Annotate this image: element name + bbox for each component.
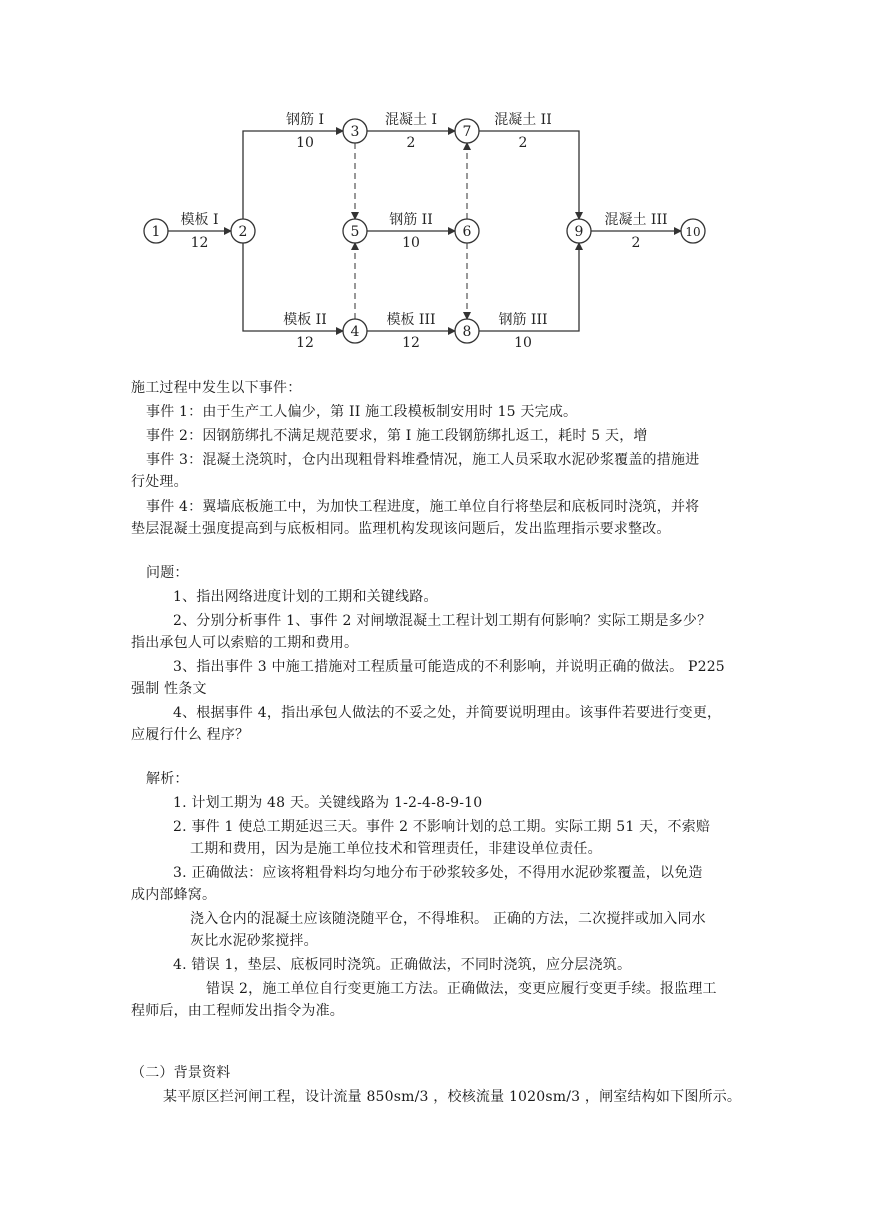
activity-duration-label: 12 — [402, 335, 420, 351]
activity-duration-label: 10 — [296, 135, 314, 151]
event-3-cont: 行处理。 — [131, 474, 188, 490]
answer-4: 4. 错误 1，垫层、底板同时浇筑。正确做法，不同时浇筑，应分层浇筑。 — [173, 957, 632, 973]
activity-name-label: 模板 II — [283, 312, 327, 328]
node-label: 2 — [238, 224, 248, 240]
activity-duration-label: 10 — [514, 335, 532, 351]
answer-3: 3. 正确做法：应该将粗骨料均匀地分布于砂浆较多处，不得用水泥砂浆覆盖，以免造 — [173, 865, 703, 881]
node-label: 10 — [685, 225, 701, 239]
node-label: 8 — [462, 324, 472, 340]
event-2: 事件 2：因钢筋绑扎不满足规范要求，第 I 施工段钢筋绑扎返工，耗时 5 天，增 — [146, 428, 648, 444]
answer-3-note: 浇入仓内的混凝土应该随浇随平仓，不得堆积。 正确的方法，二次搅拌或加入同水 — [190, 911, 706, 927]
question-2: 2、分别分析事件 1、事件 2 对闸墩混凝土工程计划工期有何影响？实际工期是多少？ — [173, 613, 712, 629]
section-2-title: （二）背景资料 — [131, 1065, 231, 1081]
question-4-cont: 应履行什么 程序？ — [131, 727, 250, 743]
node-label: 6 — [462, 224, 472, 240]
node-label: 7 — [462, 124, 472, 140]
answer-1: 1. 计划工期为 48 天。关键线路为 1-2-4-8-9-10 — [173, 795, 483, 811]
activity-duration-label: 2 — [631, 235, 641, 251]
activity-name-label: 混凝土 I — [385, 112, 437, 128]
activity-duration-label: 2 — [406, 135, 416, 151]
answer-3-cont: 成内部蜂窝。 — [131, 887, 217, 903]
answers-title: 解析： — [146, 771, 189, 787]
node-label: 3 — [350, 124, 360, 140]
activity-duration-label: 10 — [402, 235, 420, 251]
event-4-cont: 垫层混凝土强度提高到与底板相同。监理机构发现该问题后，发出监理指示要求整改。 — [131, 521, 671, 537]
activity-name-label: 混凝土 III — [604, 212, 668, 228]
question-3-cont: 强制 性条文 — [131, 681, 207, 697]
question-2-cont: 指出承包人可以索赔的工期和费用。 — [131, 635, 359, 651]
answer-4-cont: 程师后，由工程师发出指令为准。 — [131, 1003, 344, 1019]
activity-name-label: 钢筋 II — [389, 212, 433, 228]
node-label: 5 — [350, 224, 360, 240]
node-label: 1 — [151, 224, 161, 240]
answer-2-cont: 工期和费用，因为是施工单位技术和管理责任，非建设单位责任。 — [190, 841, 602, 857]
events-intro: 施工过程中发生以下事件： — [131, 380, 302, 396]
activity-duration-label: 2 — [518, 135, 528, 151]
question-3: 3、指出事件 3 中施工措施对工程质量可能造成的不利影响，并说明正确的做法。 P225 — [173, 659, 725, 675]
activity-duration-label: 12 — [190, 235, 209, 251]
node-label: 4 — [350, 324, 360, 340]
answer-4-error-2: 错误 2，施工单位自行变更施工方法。正确做法，变更应履行变更手续。报监理工 — [206, 981, 717, 997]
event-3: 事件 3：混凝土浇筑时，仓内出现粗骨料堆叠情况，施工人员采取水泥砂浆覆盖的措施进 — [146, 452, 700, 468]
questions-title: 问题： — [146, 565, 189, 581]
activity-name-label: 钢筋 III — [498, 312, 548, 328]
activity-arrow-2-3 — [243, 131, 343, 219]
event-1: 事件 1：由于生产工人偏少，第 II 施工段模板制安用时 15 天完成。 — [146, 404, 578, 420]
section-2-text: 某平原区拦河闸工程，设计流量 850sm/3 ，校核流量 1020sm/3 ，闸室结构如下图所示。 — [163, 1089, 742, 1105]
question-1: 1、指出网络进度计划的工期和关键线路。 — [173, 589, 438, 605]
node-label: 9 — [574, 224, 584, 240]
activity-name-label: 模板 I — [180, 212, 219, 228]
activity-name-label: 混凝土 II — [494, 112, 552, 128]
answer-3-note-cont: 灰比水泥砂浆搅拌。 — [190, 933, 318, 949]
network-schedule-diagram — [0, 0, 869, 370]
event-4: 事件 4：翼墙底板施工中，为加快工程进度，施工单位自行将垫层和底板同时浇筑，并将 — [146, 499, 700, 515]
activity-name-label: 模板 III — [386, 312, 436, 328]
question-4: 4、根据事件 4，指出承包人做法的不妥之处，并简要说明理由。该事件若要进行变更， — [173, 705, 722, 721]
activity-arrow-7-9 — [479, 131, 579, 219]
activity-duration-label: 12 — [296, 335, 314, 351]
activity-name-label: 钢筋 I — [286, 112, 324, 128]
answer-2: 2. 事件 1 使总工期延迟三天。事件 2 不影响计划的总工期。实际工期 51 天，不索赔 — [173, 819, 711, 835]
